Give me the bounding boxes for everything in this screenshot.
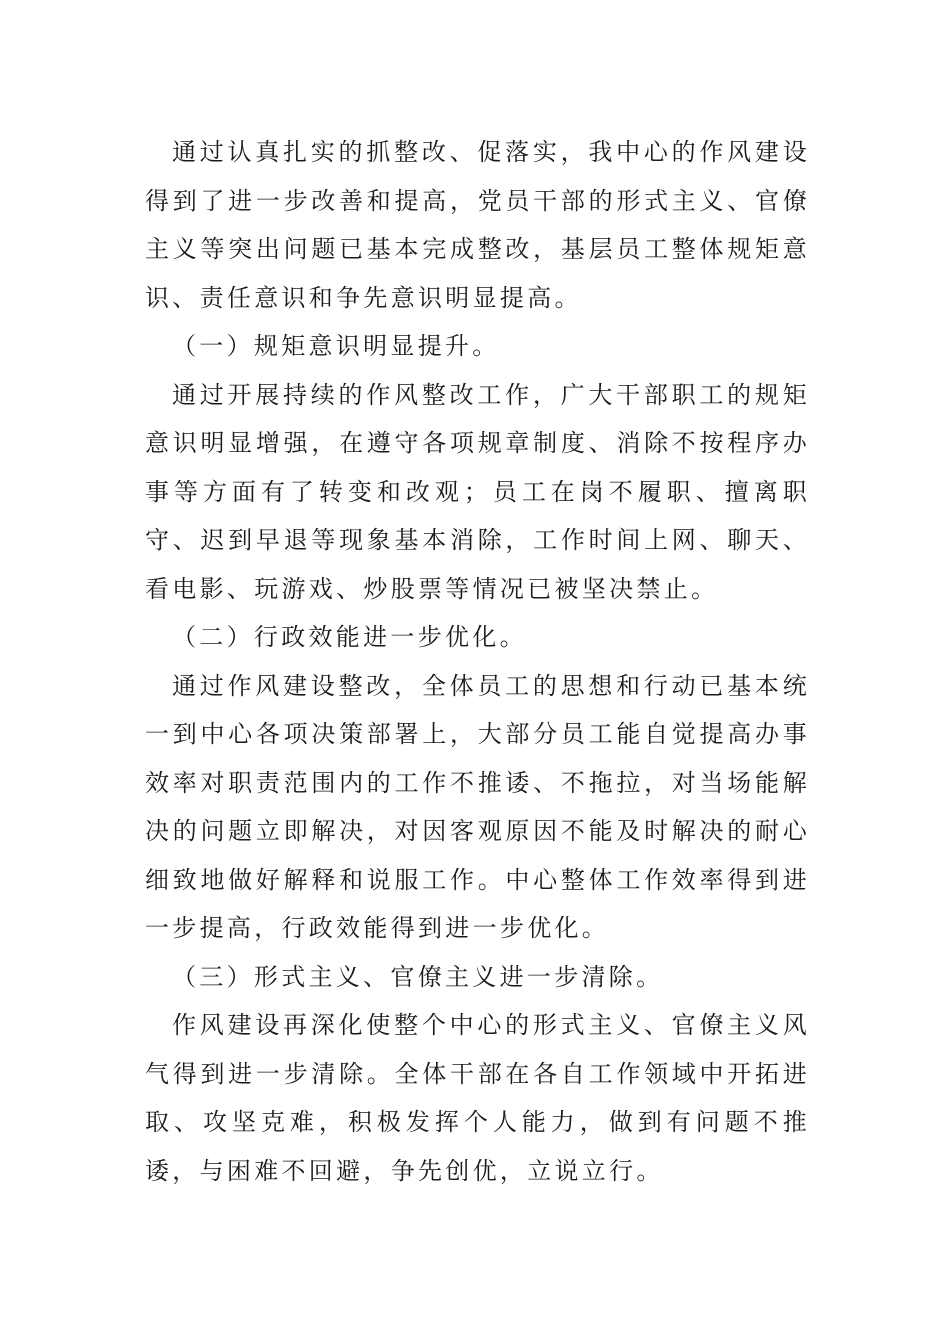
- section-heading-3: （三）形式主义、官僚主义进一步清除。: [172, 962, 664, 991]
- section-heading-1: （一）规矩意识明显提升。: [172, 332, 500, 360]
- paragraph-section-3: 作风建设再深化使整个中心的形式主义、官僚主义风气得到进一步清除。全体干部在各自工作领域中开拓进取、攻坚克难，积极发挥个人能力，做到有问题不推诿，与困难不回避，争先创优，立说立行。: [145, 1011, 810, 1185]
- paragraph-section-2: 通过作风建设整改，全体员工的思想和行动已基本统一到中心各项决策部署上，大部分员工能自觉提高办事效率对职责范围内的工作不推诿、不拖拉，对当场能解决的问题立即解决，对因客观原因不能及时解决的耐心细致地做好解释和说服工作。中心整体工作效率得到进一步提高，行政效能得到进一步优化。: [145, 671, 810, 942]
- paragraph-summary: 通过认真扎实的抓整改、促落实，我中心的作风建设得到了进一步改善和提高，党员干部的形式主义、官僚主义等突出问题已基本完成整改，基层员工整体规矩意识、责任意识和争先意识明显提高。: [145, 138, 810, 312]
- document-page: [145, 128, 810, 1195]
- paragraph-section-1: 通过开展持续的作风整改工作，广大干部职工的规矩意识明显增强，在遵守各项规章制度、消除不按程序办事等方面有了转变和改观；员工在岗不履职、擅离职守、迟到早退等现象基本消除，工作时间上网、聊天、看电影、玩游戏、炒股票等情况已被坚决禁止。: [145, 380, 810, 603]
- section-heading-2: （二）行政效能进一步优化。: [172, 623, 527, 651]
